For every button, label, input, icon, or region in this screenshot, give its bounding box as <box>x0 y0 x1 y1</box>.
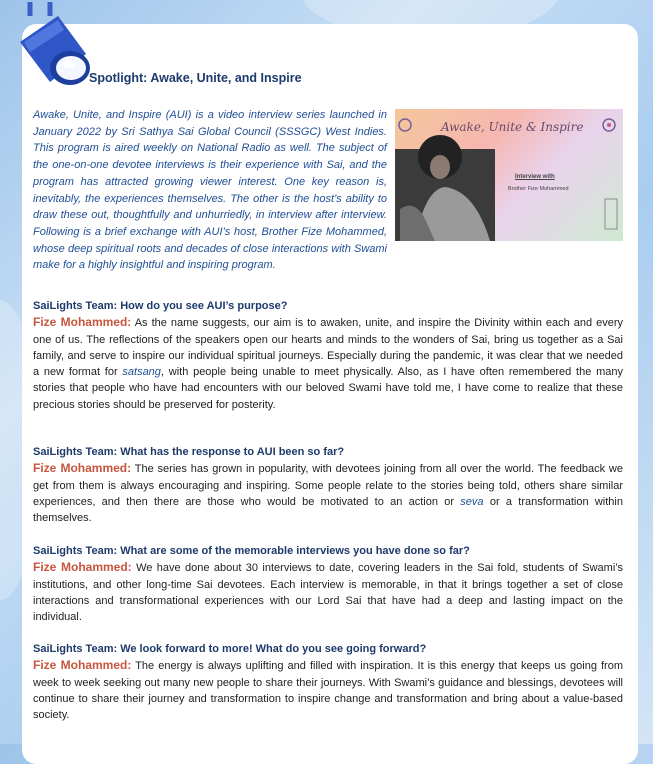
question: SaiLights Team: We look forward to more! What do you see going forward? <box>33 643 427 655</box>
answer-text: As the name suggests, our aim is to awaken, unite, and inspire the Divinity within each and every one of us. The reflections of the speakers open our hearts and minds to the wonders of Sai, bring us together as a Sai family, and serve to inspire our individual spiritual journeys. Especially during the pandemic, it was clear that we needed a new format for <box>33 317 624 379</box>
question: SaiLights Team: What has the response to AUI been so far? <box>33 446 345 458</box>
answer-text-cont: , with people being unable to meet physically. Also, as I have often remembered the many stories that people who have had encounters with our beloved Swami have told me, I have come to realize that these precious stories should be preserved for posterity. <box>33 366 623 411</box>
answer <box>33 460 623 526</box>
answer <box>33 314 623 413</box>
qa-block-1 <box>33 298 623 413</box>
page-title: Spotlight: Awake, Unite, and Inspire <box>89 71 302 85</box>
answer-text-cont: or a transformation within themselves. <box>33 495 623 525</box>
question: SaiLights Team: What are some of the memorable interviews you have done so far? <box>33 545 470 557</box>
question: SaiLights Team: How do you see AUI’s purpose? <box>33 300 288 312</box>
answer <box>33 559 623 625</box>
promo-subtitle: Interview with <box>515 174 555 180</box>
answer-text: The energy is always uplifting and filled with inspiration. It is this energy that keeps us going from week to week seeking out many new people to share their journeys. With Swami’s guidance and blessings, devotees will continue to share their journey and transformation to inspire change and transformation and bring about a value-based society. <box>33 660 623 722</box>
promo-title: Awake, Unite & Inspire <box>441 120 584 134</box>
answer-text: The series has grown in popularity, with devotees joining from all over the world. The feedback we get from them is always encouraging and inspiring. Some people relate to the stories being told, others share similar experiences, and then there are those who would be motivated to an action or <box>33 463 623 508</box>
speaker-label: Fize Mohammed: <box>33 560 132 575</box>
qa-block-4 <box>33 641 623 723</box>
intro-paragraph <box>33 107 623 274</box>
qa-block-2 <box>33 444 623 526</box>
intro-text: Awake, Unite, and Inspire (AUI) is a video interview series launched in January 2022 by Sri Sathya Sai Global Council (SSSGC) West Indies. This program is aired weekly on National Radio as well. The subject of the one-on-one devotee interviews is their experience with Sai, and the program has attracted growing viewer interest. One key reason is, inevitably, the experiences themselves. The other is the host’s ability to draw these out, thoughtfully and unhurriedly, in interview after interview. Following is a brief exchange with AUI’s host, Brother Fize Mohammed, whose deep spiritual roots and decades of close interactions with Swami make for a highly insightful and inspiring program. <box>33 109 387 272</box>
answer <box>33 657 623 723</box>
promo-guest: Brother Fize Mohammed <box>508 186 569 192</box>
interview-promo-image <box>395 109 623 241</box>
speaker-label: Fize Mohammed: <box>33 658 132 673</box>
spotlight-icon <box>14 2 94 88</box>
speaker-label: Fize Mohammed: <box>33 315 132 330</box>
answer-text: We have done about 30 interviews to date, covering leaders in the Sai fold, students of Swami’s institutions, and other long-time Sai devotees. Each interview is memorable, in that it brings together a set of close interactions and transformational experiences with our Lord Sai that have had a deep and lasting impact on the individual. <box>33 562 624 624</box>
speaker-label: Fize Mohammed: <box>33 461 132 476</box>
qa-block-3 <box>33 543 623 625</box>
term: satsang <box>122 366 161 379</box>
term: seva <box>460 495 484 508</box>
